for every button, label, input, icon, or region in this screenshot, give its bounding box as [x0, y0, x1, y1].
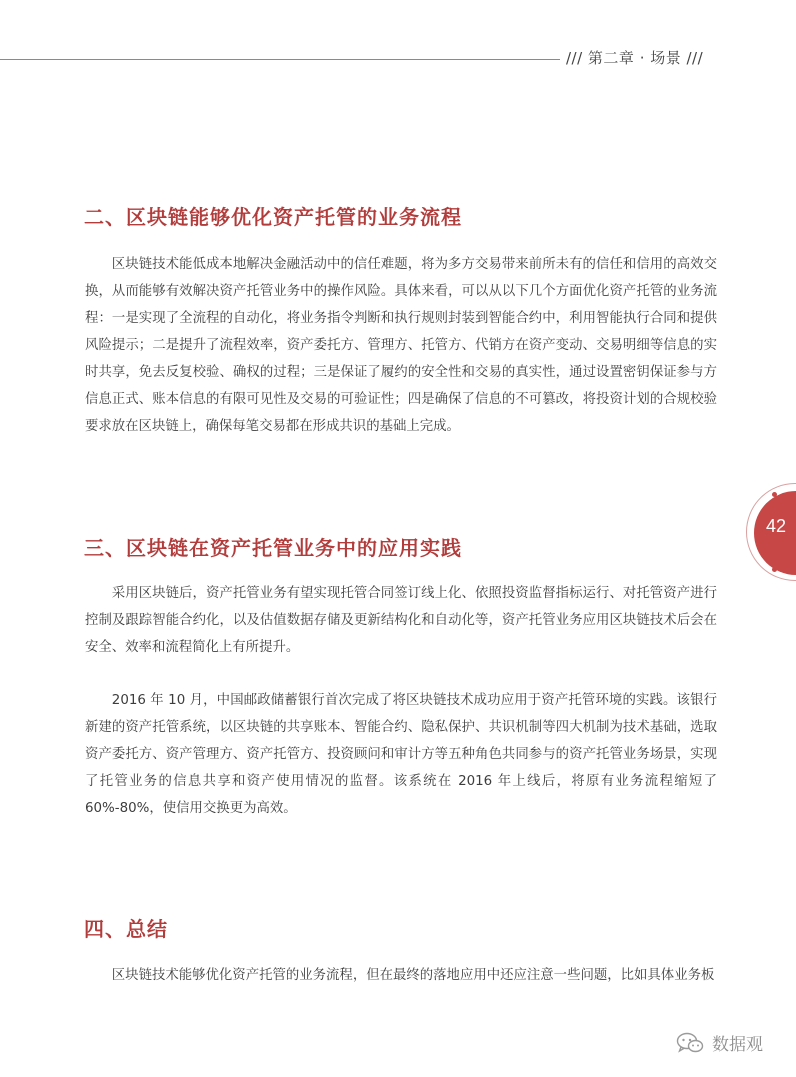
watermark: [676, 1030, 763, 1055]
section-2-paragraph: 区块链技术能低成本地解决金融活动中的信任难题，将为多方交易带来前所未有的信任和信用的高效交换，从而能够有效解决资产托管业务中的操作风险。具体来看，可以从以下几个方面优化资产托管的业务流程：一是实现了全流程的自动化，将业务指令判断和执行规则封装到智能合约中，利用智能执行合同和提供风险提示；二是提升了流程效率，资产委托方、管理方、托管方、代销方在资产变动、交易明细等信息的实时共享，免去反复校验、确权的过程；三是保证了履约的安全性和交易的真实性，通过设置密钥保证参与方信息正式、账本信息的有限可见性及交易的可验证性；四是确保了信息的不可篡改，将投资计划的合规校验要求放在区块链上，确保每笔交易都在形成共识的基础上完成。: [85, 257, 717, 434]
page-number: 42: [766, 516, 787, 536]
running-header: /// 第二章 · 场景 ///: [566, 49, 704, 67]
section-title-2: 二、区块链能够优化资产托管的业务流程: [84, 205, 462, 229]
section-title-4: 四、总结: [84, 917, 168, 941]
section-3-paragraph-2: 2016 年 10 月，中国邮政储蓄银行首次完成了将区块链技术成功应用于资产托管环境的实践。该银行新建的资产托管系统，以区块链的共享账本、智能合约、隐私保护、共识机制等四大机制为技术基础，选取资产委托方、资产管理方、资产托管方、投资顾问和审计方等五种角色共同参与的资产托管业务场景，实现了托管业务的信息共享和资产使用情况的监督。该系统在 2016 年上线后，将原有业务流程缩短了 60%-80%，使信用交换更为高效。: [85, 693, 717, 816]
header-rule: [0, 59, 560, 60]
wechat-icon: [676, 1032, 704, 1054]
watermark-label: 数据观: [712, 1035, 763, 1055]
section-3-paragraph-1: 采用区块链后，资产托管业务有望实现托管合同签订线上化、依照投资监督指标运行、对托管资产进行控制及跟踪智能合约化，以及估值数据存储及更新结构化和自动化等，资产托管业务应用区块链技术后会在安全、效率和流程简化上有所提升。: [85, 586, 717, 655]
section-title-3: 三、区块链在资产托管业务中的应用实践: [84, 536, 462, 560]
section-4-paragraph: 区块链技术能够优化资产托管的业务流程，但在最终的落地应用中还应注意一些问题，比如具体业务板: [111, 968, 715, 983]
